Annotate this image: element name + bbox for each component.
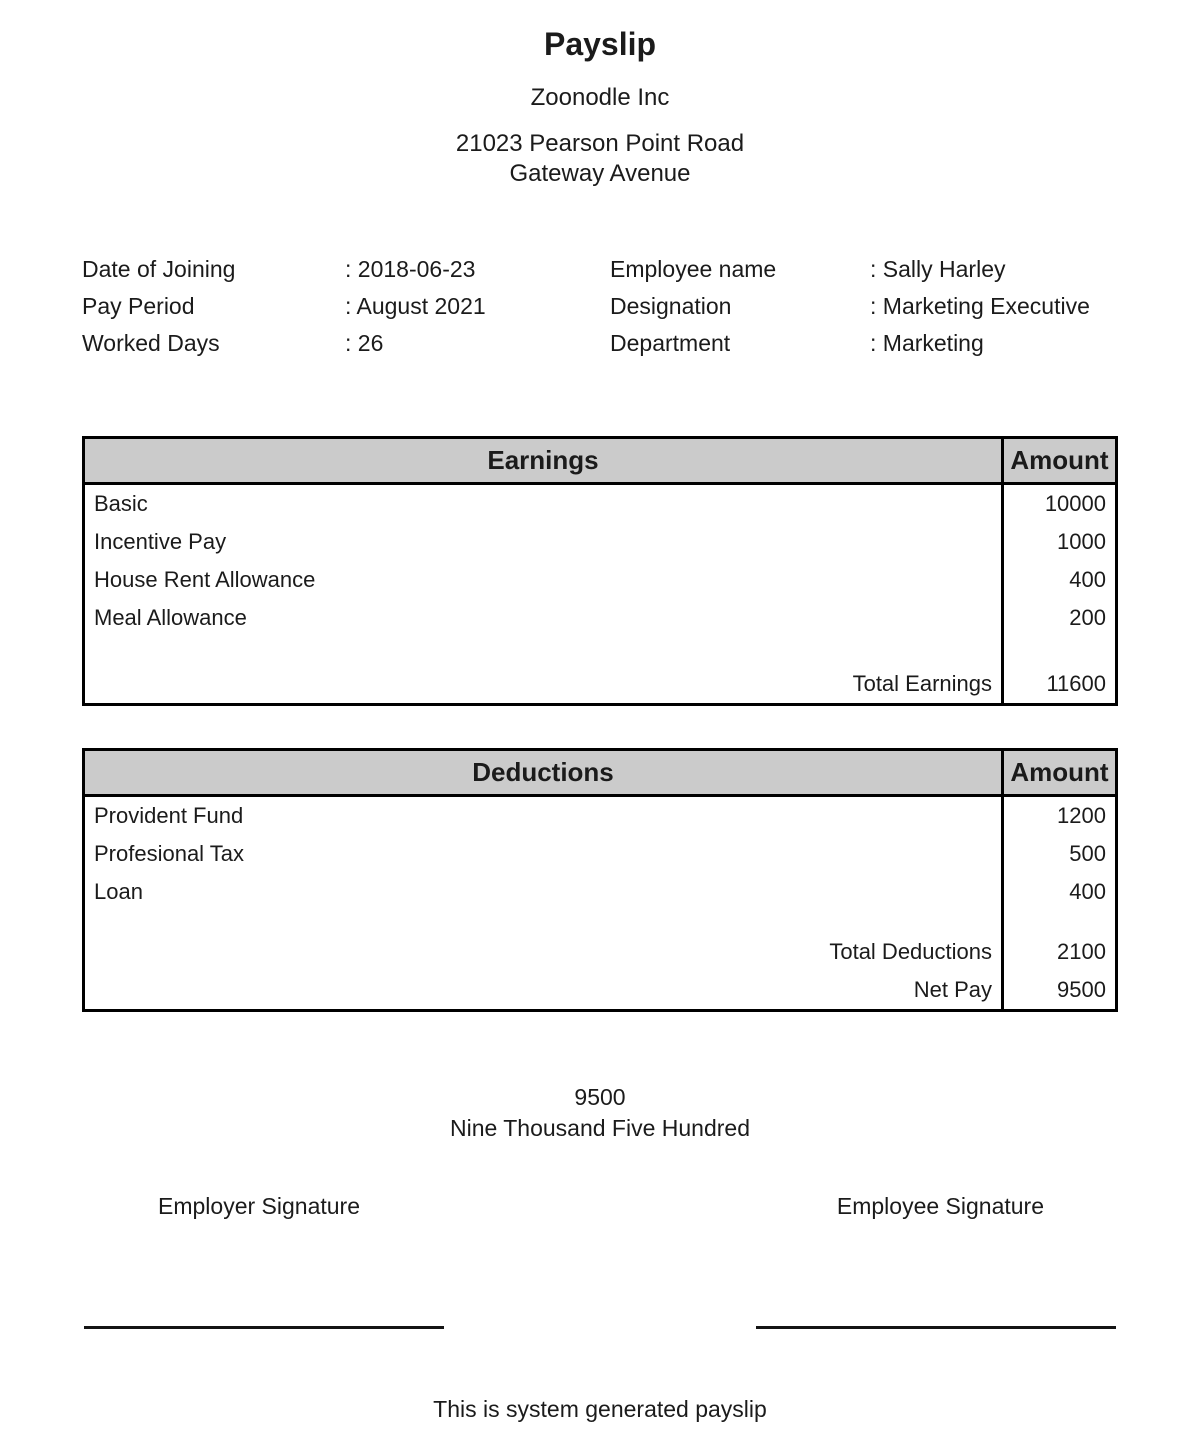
info-row-worked-days (82, 325, 610, 362)
row-label: Loan (94, 879, 143, 904)
info-label: Designation (610, 293, 732, 319)
info-value: : 2018-06-23 (345, 256, 476, 282)
earnings-table (82, 436, 1118, 706)
earnings-title-header: Earnings (84, 438, 1003, 484)
row-label: Provident Fund (94, 803, 244, 828)
signature-lines (84, 1326, 1116, 1329)
spacer-row (84, 911, 1117, 933)
info-label: Employee name (610, 256, 777, 282)
info-value: : August 2021 (345, 293, 486, 319)
company-name: Zoonodle Inc (530, 84, 670, 111)
table-row (84, 796, 1117, 836)
table-row (84, 873, 1117, 911)
employee-info-section (82, 251, 1118, 362)
info-value: : Marketing (870, 330, 984, 356)
payslip-header (0, 0, 1200, 189)
employer-signature-line (84, 1326, 444, 1329)
row-amount: 200 (1003, 599, 1117, 637)
table-row (84, 523, 1117, 561)
info-label: Pay Period (82, 293, 195, 319)
table-row (84, 835, 1117, 873)
row-label: Incentive Pay (94, 529, 227, 554)
row-label: Profesional Tax (94, 841, 245, 866)
net-pay-number: 9500 (574, 1084, 626, 1110)
employee-info-left-column (82, 251, 610, 362)
table-row (84, 599, 1117, 637)
info-row-designation (610, 288, 1118, 325)
info-value: : Sally Harley (870, 256, 1006, 282)
total-earnings-amount: 11600 (1003, 665, 1117, 705)
row-label: Meal Allowance (94, 605, 247, 630)
info-row-date-of-joining (82, 251, 610, 288)
row-amount: 1200 (1003, 796, 1117, 836)
total-deductions-label: Total Deductions (829, 939, 992, 964)
deductions-table (82, 748, 1118, 1012)
spacer-row (84, 637, 1117, 665)
earnings-header-row (84, 438, 1117, 484)
row-amount: 400 (1003, 561, 1117, 599)
row-amount: 400 (1003, 873, 1117, 911)
info-row-employee-name (610, 251, 1118, 288)
net-pay-amount: 9500 (1003, 971, 1117, 1011)
row-label: House Rent Allowance (94, 567, 316, 592)
total-earnings-row (84, 665, 1117, 705)
address-line-1: 21023 Pearson Point Road (455, 130, 745, 157)
row-amount: 10000 (1003, 484, 1117, 524)
total-deductions-row (84, 933, 1117, 971)
company-address (0, 129, 1200, 189)
row-amount: 1000 (1003, 523, 1117, 561)
total-deductions-amount: 2100 (1003, 933, 1117, 971)
info-label: Department (610, 330, 731, 356)
deductions-title-header: Deductions (84, 750, 1003, 796)
row-label: Basic (94, 491, 148, 516)
info-row-pay-period (82, 288, 610, 325)
total-earnings-label: Total Earnings (852, 671, 992, 696)
info-row-department (610, 325, 1118, 362)
net-pay-row (84, 971, 1117, 1011)
footer-note: This is system generated payslip (433, 1396, 767, 1422)
address-line-2: Gateway Avenue (509, 160, 691, 187)
net-pay-summary (0, 1082, 1200, 1144)
employee-signature-label: Employee Signature (836, 1193, 1044, 1219)
net-pay-words: Nine Thousand Five Hundred (449, 1115, 751, 1141)
employee-info-right-column (610, 251, 1118, 362)
info-value: : 26 (345, 330, 384, 356)
row-amount: 500 (1003, 835, 1117, 873)
info-value: : Marketing Executive (870, 293, 1090, 319)
table-row (84, 561, 1117, 599)
signature-labels (82, 1192, 1118, 1220)
deductions-header-row (84, 750, 1117, 796)
page-title: Payslip (543, 26, 657, 62)
info-label: Date of Joining (82, 256, 236, 282)
net-pay-label: Net Pay (913, 977, 992, 1002)
info-label: Worked Days (82, 330, 220, 356)
deductions-amount-header: Amount (1003, 750, 1117, 796)
earnings-amount-header: Amount (1003, 438, 1117, 484)
employee-signature-line (756, 1326, 1116, 1329)
table-row (84, 484, 1117, 524)
employer-signature-label: Employer Signature (158, 1193, 360, 1219)
